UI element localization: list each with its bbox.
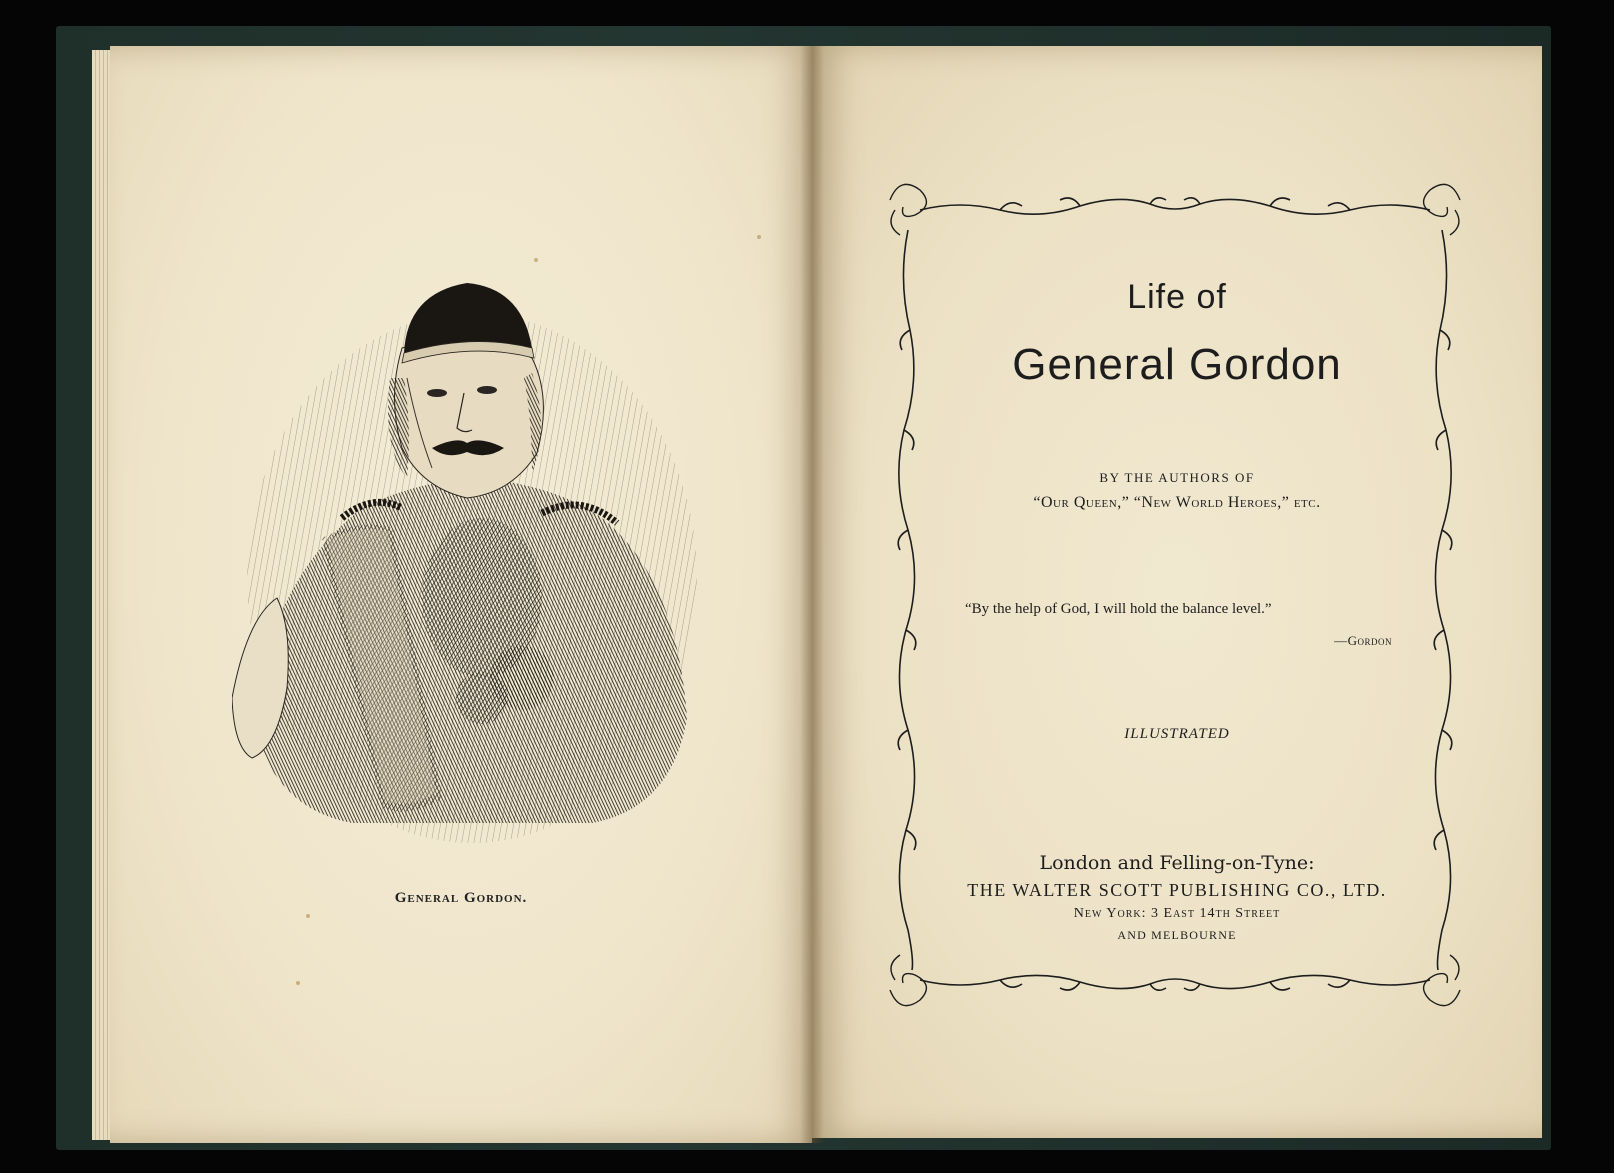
epigraph-attribution: —Gordon [1334, 633, 1392, 648]
title-line-2: General Gordon [1012, 340, 1342, 389]
byline: BY THE AUTHORS OF [1099, 470, 1255, 485]
paper-speck [306, 914, 310, 918]
general-gordon-portrait-engraving [232, 278, 712, 858]
epigraph-quote: “By the help of God, I will hold the balance level.” [965, 601, 1272, 617]
new-york-address: New York: 3 East 14th Street [1073, 906, 1281, 921]
portrait-caption: General Gordon. [394, 890, 528, 906]
illustrated-label: ILLUSTRATED [1124, 726, 1230, 742]
title-line-1: Life of [1127, 278, 1227, 316]
melbourne-line: AND MELBOURNE [1117, 928, 1237, 942]
other-works: “Our Queen,” “New World Heroes,” etc. [1033, 494, 1321, 511]
publisher-name: THE WALTER SCOTT PUBLISHING CO., LTD. [967, 880, 1387, 900]
imprint-place: London and Felling-on-Tyne: [1039, 852, 1315, 874]
paper-speck [534, 258, 538, 262]
paper-speck [296, 981, 300, 985]
book-gutter [800, 46, 824, 1143]
paper-speck [757, 235, 761, 239]
